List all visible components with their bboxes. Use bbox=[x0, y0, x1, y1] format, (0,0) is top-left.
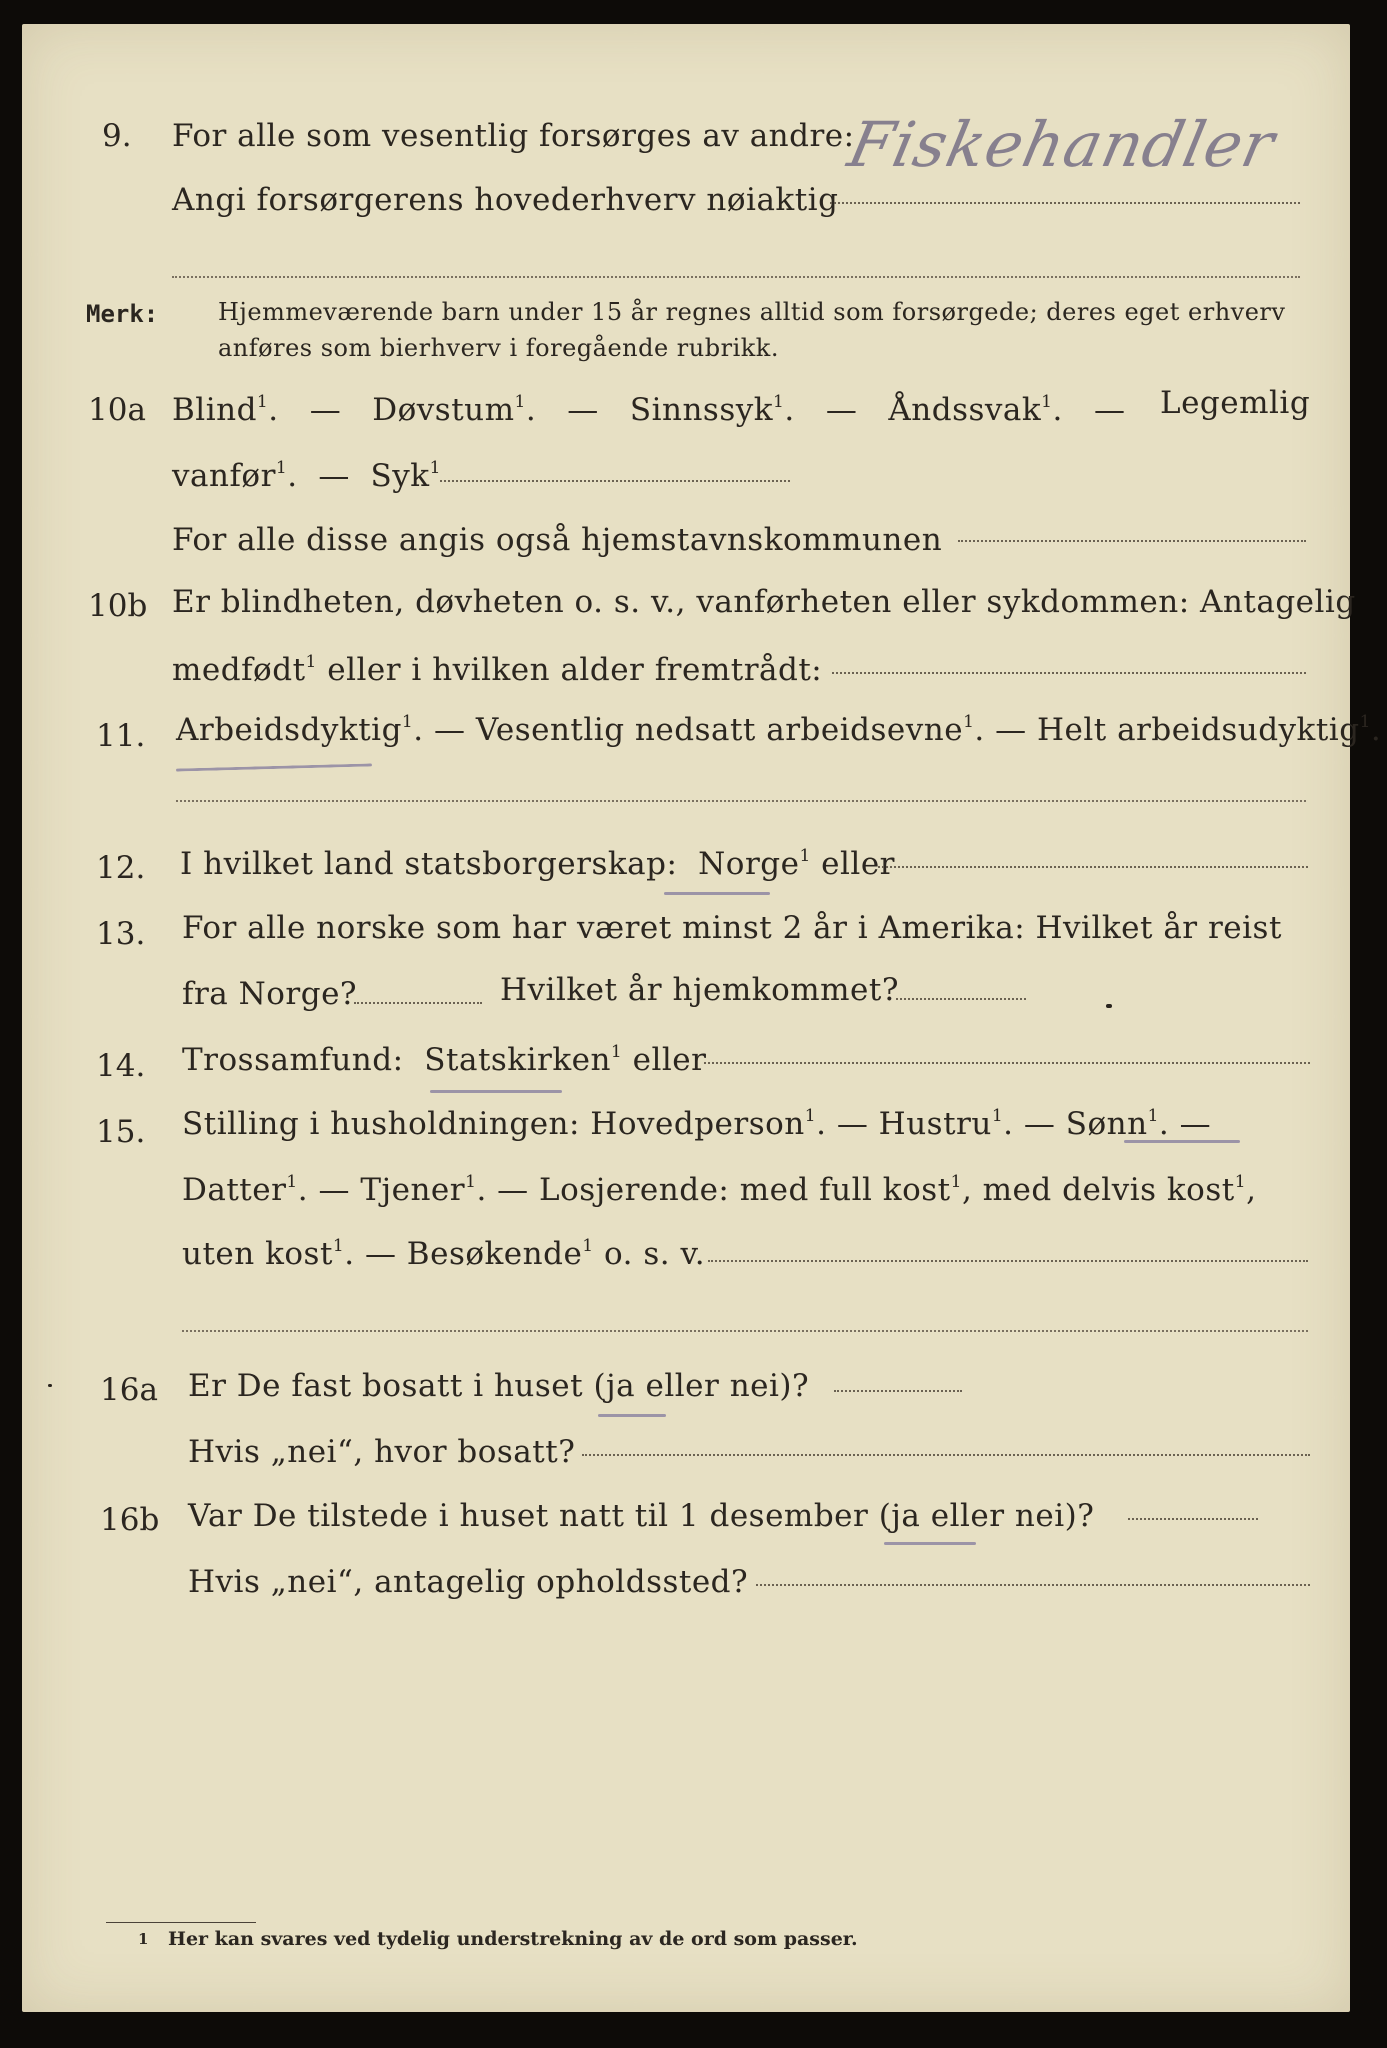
q11-arbeidsdyktig: Arbeidsdyktig bbox=[176, 712, 402, 748]
q16a-line2: Hvis „nei“, hvor bosatt? bbox=[188, 1434, 576, 1470]
q15-sonn: Sønn bbox=[1065, 1106, 1148, 1142]
q12-eller: eller bbox=[810, 846, 896, 882]
q15-line3 bbox=[182, 1236, 705, 1272]
q15-tjener: . — Tjener bbox=[297, 1172, 466, 1208]
q15-besokende: . — Besøkende bbox=[344, 1236, 583, 1272]
q16b-opholdssted-line bbox=[756, 1584, 1310, 1586]
footnote-mark: 1 bbox=[138, 1930, 149, 1948]
sup-mark: 1 bbox=[799, 846, 811, 867]
sup-mark: 1 bbox=[963, 712, 975, 733]
q16a-number: 16a bbox=[100, 1372, 158, 1408]
q13-hjemkommet: Hvilket år hjemkommet? bbox=[500, 972, 899, 1008]
q9-number: 9. bbox=[102, 118, 132, 154]
sup-mark: 1 bbox=[1359, 712, 1371, 733]
q15-delvis: , med delvis kost bbox=[961, 1172, 1235, 1208]
q14-underline-mark bbox=[430, 1090, 562, 1093]
q10a-syk: Syk bbox=[370, 458, 430, 494]
q11-nedsatt: . — Vesentlig nedsatt arbeidsevne bbox=[413, 712, 964, 748]
sup-mark: 1 bbox=[275, 458, 288, 479]
footnote-rule bbox=[106, 1922, 256, 1923]
q10a-blind: Blind bbox=[172, 392, 257, 428]
q10a-line2: vanfør$^1$. — Syk$^1$ bbox=[172, 458, 441, 494]
ink-speck bbox=[48, 1384, 52, 1387]
q16a-underline-mark bbox=[598, 1414, 666, 1417]
q11-extra-line bbox=[176, 800, 1306, 802]
q10a-dovstum: Døvstum bbox=[372, 392, 515, 428]
q10a-line1: Blind$^1$. — Døvstum$^1$. — Sinnssyk$^1$. — Åndssvak$^1$. — bbox=[172, 392, 1126, 428]
sup-mark: 1 bbox=[1234, 1172, 1247, 1193]
dash: — bbox=[318, 458, 350, 494]
q9-extra-line bbox=[172, 276, 1300, 278]
q10b-medfodt: medfødt bbox=[172, 652, 306, 688]
merk-line1: Hjemmeværende barn under 15 år regnes alltid som forsørgede; deres eget erhverv bbox=[218, 298, 1286, 326]
q9-line2: Angi forsørgerens hovederhverv nøiaktig bbox=[172, 182, 839, 218]
q15-underline-mark bbox=[1124, 1140, 1240, 1143]
sup-mark: 1 bbox=[991, 1106, 1004, 1127]
q14-statskirken: Statskirken bbox=[424, 1042, 611, 1078]
q10a-legemlig: Legemlig bbox=[1160, 385, 1311, 421]
sup-mark: 1 bbox=[465, 1172, 477, 1193]
q11-number: 11. bbox=[96, 718, 146, 754]
q16b-line1: Var De tilstede i huset natt til 1 desember (ja eller nei)? bbox=[188, 1498, 1095, 1534]
sup-mark: 1 bbox=[610, 1042, 623, 1063]
q10a-andssvak: Åndssvak bbox=[888, 392, 1042, 428]
q13-line1: For alle norske som har været minst 2 år i Amerika: Hvilket år reist bbox=[182, 910, 1282, 946]
sup-mark: 1 bbox=[804, 1106, 817, 1127]
q15-datter: Datter bbox=[182, 1172, 287, 1208]
q10b-answer-line bbox=[832, 672, 1306, 674]
q15-line1 bbox=[182, 1106, 1211, 1142]
q16a-answer-line bbox=[834, 1390, 962, 1392]
q14-answer-line bbox=[704, 1062, 1310, 1064]
footnote-text: Her kan svares ved tydelig understrekning av de ord som passer. bbox=[168, 1928, 858, 1950]
q12-underline-mark bbox=[664, 892, 770, 895]
sup-mark: 1 bbox=[1147, 1106, 1159, 1127]
q16b-line2: Hvis „nei“, antagelig opholdssted? bbox=[188, 1564, 749, 1600]
q12-number: 12. bbox=[96, 850, 146, 886]
sup-mark: 1 bbox=[773, 392, 785, 413]
q15-number: 15. bbox=[96, 1114, 146, 1150]
sup-mark: 1 bbox=[1041, 392, 1053, 413]
q9-handwritten-answer: Fiskehandler bbox=[842, 108, 1282, 181]
q14-eller: eller bbox=[622, 1042, 707, 1078]
q10b-line2-rest: eller i hvilken alder fremtrådt: bbox=[316, 652, 823, 688]
sup-mark: 1 bbox=[514, 392, 526, 413]
sup-mark: 1 bbox=[286, 1172, 298, 1193]
q10a-sinnssyk: Sinnssyk bbox=[629, 392, 774, 428]
q16b-underline-mark bbox=[884, 1542, 976, 1545]
q12-prefix: I hvilket land statsborgerskap: bbox=[180, 846, 678, 882]
q15-losjerende: . — Losjerende: med full kost bbox=[476, 1172, 951, 1208]
q15-sep: . — bbox=[1003, 1106, 1066, 1142]
sup-mark: 1 bbox=[332, 1236, 345, 1257]
q14-number: 14. bbox=[96, 1048, 146, 1084]
q10b-number: 10b bbox=[88, 588, 148, 624]
q11-end: . bbox=[1370, 712, 1382, 748]
ink-speck bbox=[1106, 1004, 1112, 1008]
q13-hjem-line bbox=[896, 998, 1026, 1000]
q15-hustru: . — Hustru bbox=[816, 1106, 992, 1142]
sup-mark: 1 bbox=[305, 652, 317, 673]
q15-uten-kost: uten kost bbox=[182, 1236, 333, 1272]
q16b-number: 16b bbox=[100, 1502, 160, 1538]
q12-answer-line bbox=[878, 866, 1308, 868]
q9-line1: For alle som vesentlig forsørges av andre: bbox=[172, 118, 855, 154]
q16a-line1: Er De fast bosatt i huset (ja eller nei)? bbox=[188, 1368, 810, 1404]
q14-line bbox=[182, 1042, 706, 1078]
sup-mark: 1 bbox=[582, 1236, 594, 1257]
sup-mark: 1 bbox=[256, 392, 269, 413]
q16b-answer-line bbox=[1128, 1518, 1258, 1520]
q12-norge: Norge bbox=[698, 846, 800, 882]
dash: — bbox=[1093, 392, 1126, 428]
q15-comma: , bbox=[1246, 1172, 1257, 1208]
q15-extra-line bbox=[182, 1330, 1308, 1332]
q15-osv: o. s. v. bbox=[593, 1236, 706, 1272]
q11-line bbox=[176, 712, 1381, 748]
q15-hovedperson: Stilling i husholdningen: Hovedperson bbox=[182, 1106, 805, 1142]
sup-mark: 1 bbox=[429, 458, 441, 479]
q10a-syk-line bbox=[440, 480, 790, 482]
q15-dash: . — bbox=[1158, 1106, 1212, 1142]
q10b-line2 bbox=[172, 652, 822, 688]
sup-mark: 1 bbox=[401, 712, 414, 733]
q12-line bbox=[180, 846, 895, 882]
q13-number: 13. bbox=[96, 916, 146, 952]
q11-udyktig: . — Helt arbeidsudyktig bbox=[974, 712, 1360, 748]
dash: — bbox=[309, 392, 342, 428]
q14-prefix: Trossamfund: bbox=[182, 1042, 404, 1078]
q9-answer-line bbox=[830, 202, 1300, 204]
q15-answer-line bbox=[708, 1260, 1308, 1262]
q10a-number: 10a bbox=[88, 392, 146, 428]
q10a-vanfor: vanfør bbox=[172, 458, 276, 494]
merk-label: Merk: bbox=[86, 300, 159, 328]
q10a-line3: For alle disse angis også hjemstavnskommunen bbox=[172, 522, 943, 558]
sup-mark: 1 bbox=[950, 1172, 962, 1193]
q10b-line1: Er blindheten, døvheten o. s. v., vanførheten eller sykdommen: Antagelig bbox=[172, 584, 1356, 620]
merk-line2: anføres som bierhverv i foregående rubrikk. bbox=[218, 334, 779, 362]
q13-fra-line bbox=[354, 1002, 482, 1004]
q16a-bosatt-line bbox=[582, 1454, 1310, 1456]
q13-fra-norge: fra Norge? bbox=[182, 976, 358, 1012]
dash: — bbox=[567, 392, 599, 428]
q15-line2 bbox=[182, 1172, 1256, 1208]
dash: — bbox=[825, 392, 858, 428]
q10a-hjemstavn-line bbox=[958, 540, 1306, 542]
